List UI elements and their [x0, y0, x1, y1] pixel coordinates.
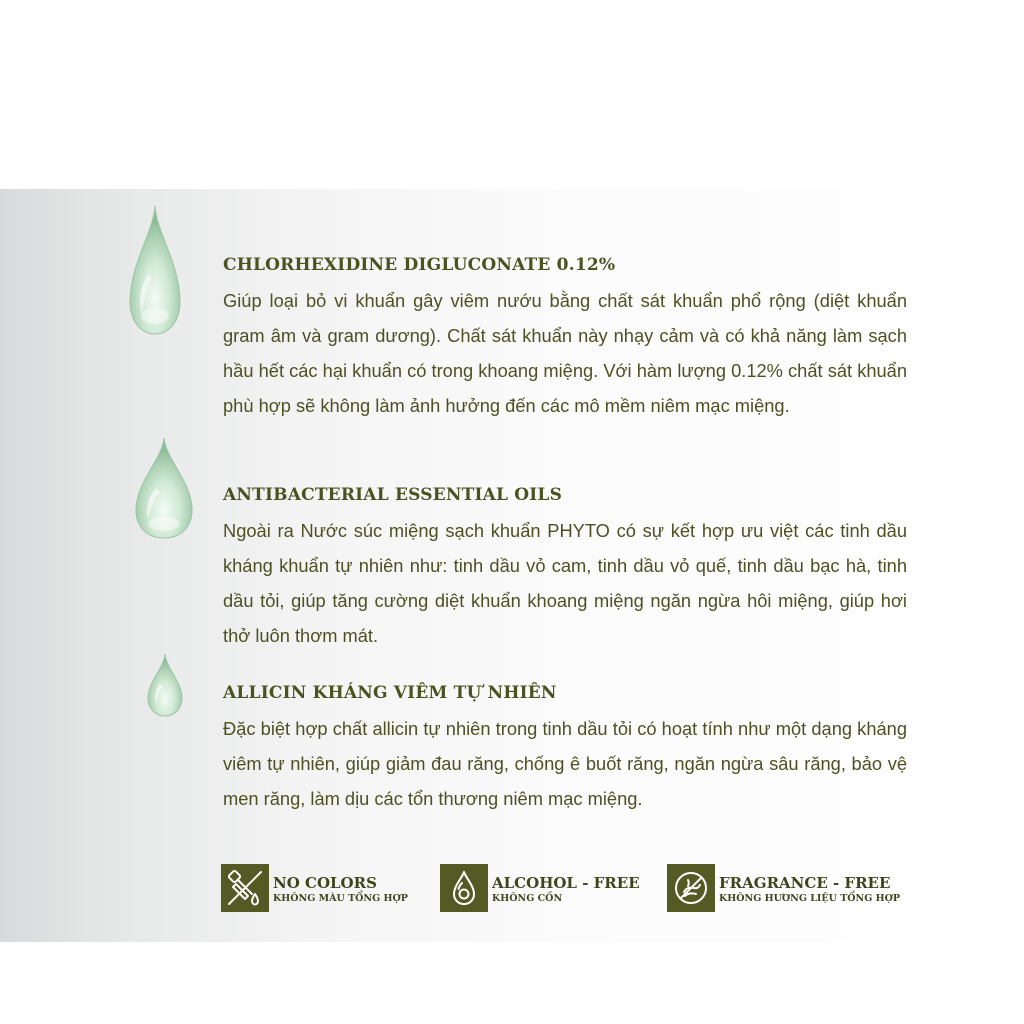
section-title: CHLORHEXIDINE DIGLUCONATE 0.12% — [223, 255, 616, 275]
section-body: Đặc biệt hợp chất allicin tự nhiên trong tinh dầu tỏi có hoạt tính như một dạng kháng viêm tự nhiên, giúp giảm đau răng, chống ê buốt răng, ngăn ngừa sâu răng, bảo vệ men răng, làm dịu các tổn thương niêm mạc miệng. — [223, 718, 907, 809]
section-essential-oils — [223, 484, 907, 653]
badge-title: NO COLORS — [273, 874, 377, 892]
water-drop-icon — [146, 652, 184, 718]
badge-subtitle: KHÔNG HƯƠNG LIỆU TỔNG HỢP — [719, 893, 901, 904]
section-allicin — [223, 682, 907, 816]
badge-subtitle: KHÔNG CỒN — [492, 893, 563, 904]
no-fragrance-icon — [667, 864, 715, 912]
section-chlorhexidine — [223, 254, 907, 423]
water-drop-icon — [128, 204, 182, 336]
section-title: ANTIBACTERIAL ESSENTIAL OILS — [223, 485, 563, 505]
badge-subtitle: KHÔNG MÀU TỔNG HỢP — [273, 893, 408, 904]
section-title: ALLICIN KHÁNG VIÊM TỰ NHIÊN — [223, 683, 557, 703]
badge-title: ALCOHOL - FREE — [492, 874, 640, 892]
section-body: Giúp loại bỏ vi khuẩn gây viêm nướu bằng chất sát khuẩn phổ rộng (diệt khuẩn gram âm và gram dương). Chất sát khuẩn này nhạy cảm và có khả năng làm sạch hầu hết các hại khuẩn có trong khoang miệng. Với hàm lượng 0.12% chất sát khuẩn phù hợp sẽ không làm ảnh hưởng đến các mô mềm niêm mạc miệng. — [223, 290, 907, 416]
water-drop-icon — [134, 436, 194, 540]
section-body: Ngoài ra Nước súc miệng sạch khuẩn PHYTO có sự kết hợp ưu việt các tinh dầu kháng khuẩn tự nhiên như: tinh dầu vỏ cam, tinh dầu vỏ quế, tinh dầu bạc hà, tinh dầu tỏi, giúp tăng cường diệt khuẩn khoang miệng ngăn ngừa hôi miệng, giúp hơi thở luôn thơm mát. — [223, 520, 907, 646]
alcohol-drop-icon — [440, 864, 488, 912]
badge-title: FRAGRANCE - FREE — [719, 874, 891, 892]
dropper-icon — [221, 864, 269, 912]
